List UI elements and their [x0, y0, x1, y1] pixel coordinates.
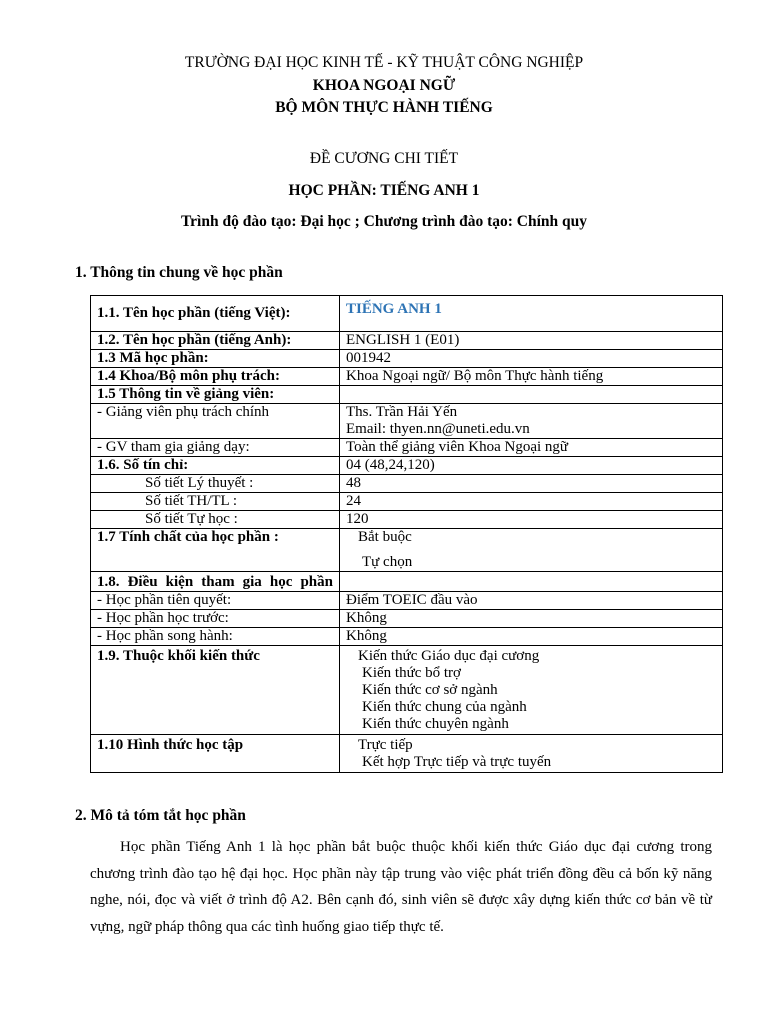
faculty-name: KHOA NGOẠI NGỮ	[312, 77, 456, 94]
row-label-text: Số tiết Tự học :	[145, 511, 238, 527]
course-name-vi: TIẾNG ANH 1	[346, 301, 442, 317]
table-row	[91, 529, 723, 572]
section-1-heading: 1. Thông tin chung về học phần	[75, 264, 283, 281]
table-row	[91, 457, 723, 475]
row-label	[91, 493, 340, 511]
course-title: HỌC PHẦN: TIẾNG ANH 1	[288, 182, 480, 199]
option-in-person: Trực tiếp	[358, 737, 413, 753]
row-value	[340, 572, 723, 592]
table-row	[91, 439, 723, 457]
row-value: 48	[340, 475, 723, 493]
row-value	[340, 404, 723, 439]
table-row	[91, 404, 723, 439]
row-value	[340, 529, 723, 572]
row-value: Điểm TOEIC đầu vào	[340, 592, 723, 610]
table-row	[91, 572, 723, 592]
table-row	[91, 628, 723, 646]
course-summary-paragraph: Học phần Tiếng Anh 1 là học phần bắt buộc thuộc khối kiến thức Giáo dục đại cương trong chương trình đào tạo hệ đại học. Học phần này tập trung vào việc phát triển đồng đều cả bốn kỹ năng nghe, nói, đọc và viết ở trình độ A2. Bên cạnh đó, sinh viên sẽ được xây dựng kiến thức cơ bản về từ vựng, ngữ pháp thông qua các tình huống giao tiếp thực tế.	[90, 839, 712, 935]
row-value: Không	[340, 610, 723, 628]
table-row	[91, 475, 723, 493]
row-label: - Học phần song hành:	[91, 628, 340, 646]
row-label: 1.5 Thông tin về giảng viên:	[91, 386, 340, 404]
row-value: ENGLISH 1 (E01)	[340, 332, 723, 350]
row-label-text: Số tiết Lý thuyết :	[145, 475, 254, 491]
row-label	[91, 572, 340, 592]
option-elective: Tự chọn	[362, 554, 413, 570]
row-label: - GV tham gia giảng dạy:	[91, 439, 340, 457]
row-value	[340, 386, 723, 404]
row-label: 1.1. Tên học phần (tiếng Việt):	[91, 296, 340, 332]
option-required: Bắt buộc	[358, 529, 412, 545]
table-row	[91, 386, 723, 404]
row-label	[91, 475, 340, 493]
knowledge-option: Kiến thức chuyên ngành	[362, 716, 509, 732]
table-row	[91, 511, 723, 529]
row-label: 1.9. Thuộc khối kiến thức	[91, 646, 340, 735]
row-value: 120	[340, 511, 723, 529]
table-row	[91, 735, 723, 773]
school-name: TRƯỜNG ĐẠI HỌC KINH TẾ - KỸ THUẬT CÔNG NGHIỆP	[184, 54, 584, 71]
row-value: 001942	[340, 350, 723, 368]
row-value: 24	[340, 493, 723, 511]
row-value	[340, 735, 723, 773]
row-label-text: Số tiết TH/TL :	[145, 493, 238, 509]
knowledge-option: Kiến thức Giáo dục đại cương	[358, 648, 540, 664]
row-value	[340, 296, 723, 332]
row-value: Khoa Ngoại ngữ/ Bộ môn Thực hành tiếng	[340, 368, 723, 386]
department-name: BỘ MÔN THỰC HÀNH TIẾNG	[275, 99, 493, 116]
row-value: 04 (48,24,120)	[340, 457, 723, 475]
table-row	[91, 610, 723, 628]
table-row	[91, 646, 723, 735]
row-value	[340, 646, 723, 735]
row-value: Không	[340, 628, 723, 646]
row-value: Toàn thể giảng viên Khoa Ngoại ngữ	[340, 439, 723, 457]
row-label: 1.6. Số tín chỉ:	[91, 457, 340, 475]
section-2-heading: 2. Mô tả tóm tắt học phần	[75, 807, 246, 824]
table-row	[91, 350, 723, 368]
table-row	[91, 368, 723, 386]
row-label: - Học phần học trước:	[91, 610, 340, 628]
lecturer-email: Email: thyen.nn@uneti.edu.vn	[346, 421, 530, 437]
row-label: 1.4 Khoa/Bộ môn phụ trách:	[91, 368, 340, 386]
row-label: 1.7 Tính chất của học phần :	[91, 529, 340, 572]
row-label	[91, 511, 340, 529]
option-blended: Kết hợp Trực tiếp và trực tuyến	[362, 754, 552, 770]
knowledge-option: Kiến thức cơ sở ngành	[362, 682, 498, 698]
row-label: 1.2. Tên học phần (tiếng Anh):	[91, 332, 340, 350]
knowledge-option: Kiến thức chung của ngành	[362, 699, 527, 715]
document-title: ĐỀ CƯƠNG CHI TIẾT	[309, 150, 459, 167]
row-label: - Giảng viên phụ trách chính	[91, 404, 340, 439]
knowledge-option: Kiến thức bổ trợ	[362, 665, 461, 681]
row-label: 1.10 Hình thức học tập	[91, 735, 340, 773]
table-row	[91, 493, 723, 511]
table-row	[91, 332, 723, 350]
table-row	[91, 592, 723, 610]
row-label: - Học phần tiên quyết:	[91, 592, 340, 610]
row-label: 1.3 Mã học phần:	[91, 350, 340, 368]
lecturer-name: Ths. Trần Hải Yến	[346, 404, 458, 420]
row-label-text: 1.8. Điều kiện tham gia học phần	[97, 574, 333, 590]
course-info-table	[90, 295, 723, 773]
training-level: Trình độ đào tạo: Đại học ; Chương trình đào tạo: Chính quy	[180, 213, 588, 230]
table-row	[91, 296, 723, 332]
